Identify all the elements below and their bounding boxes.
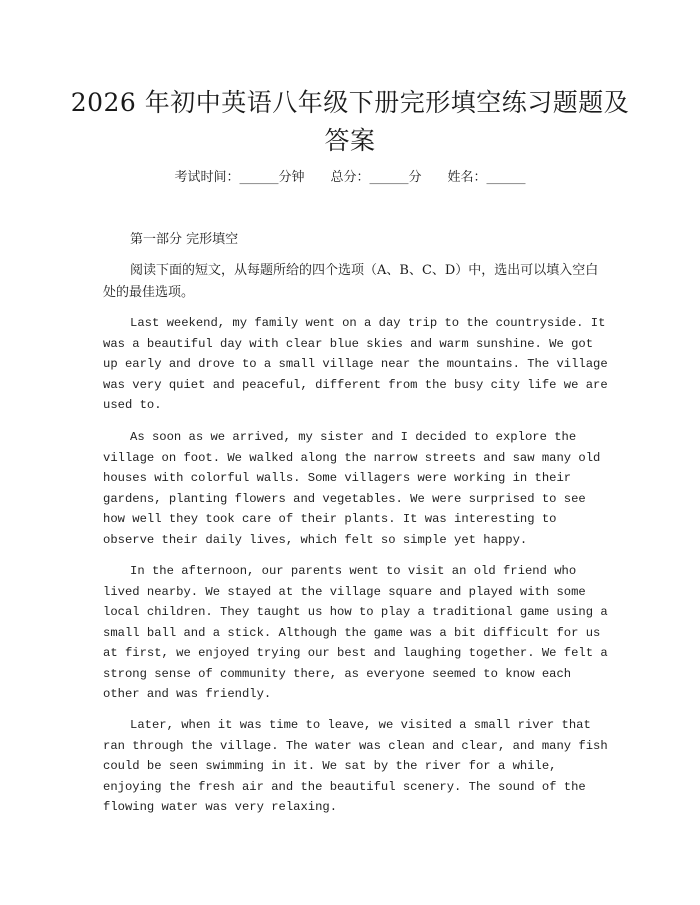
section-title: 第一部分 完形填空: [130, 232, 239, 247]
document-title: 2026 年初中英语八年级下册完形填空练习题题及答案: [70, 88, 630, 155]
instruction-text: 阅读下面的短文，从每题所给的四个选项（A、B、C、D）中，选出可以填入空白处的最佳选项。: [103, 263, 599, 300]
exam-time-label: 考试时间：______分钟: [174, 170, 305, 185]
name-label: 姓名：______: [447, 170, 526, 185]
passage-paragraph: Last weekend, my family went on a day trip to the countryside. It was a beautiful day with clear blue skies and warm sunshine. We got up early and drove to a small village near the mountains. The village was very quiet and peaceful, different from the busy city life we are used to.: [103, 316, 608, 412]
total-score-label: 总分：______分: [330, 170, 422, 185]
passage-paragraph: As soon as we arrived, my sister and I decided to explore the village on foot. We walked along the narrow streets and saw many old houses with colorful walls. Some villagers were working in their gardens, planting flowers and vegetables. We were surprised to see how well they took care of their plants. It was interesting to observe their daily lives, which felt so simple yet happy.: [103, 430, 601, 547]
passage-paragraph: In the afternoon, our parents went to visit an old friend who lived nearby. We stayed at the village square and played with some local children. They taught us how to play a traditional game using a small ball and a stick. Although the game was a bit difficult for us at first, we enjoyed trying our best and laughing together. We felt a strong sense of community there, as everyone seemed to know each other and was friendly.: [103, 564, 608, 701]
exam-info: [100, 168, 600, 188]
passage-paragraph: Later, when it was time to leave, we visited a small river that ran through the village. The water was clean and clear, and many fish could be seen swimming in it. We sat by the river for a while, enjoying the fresh air and the beautiful scenery. The sound of the flowing water was very relaxing.: [103, 718, 608, 814]
